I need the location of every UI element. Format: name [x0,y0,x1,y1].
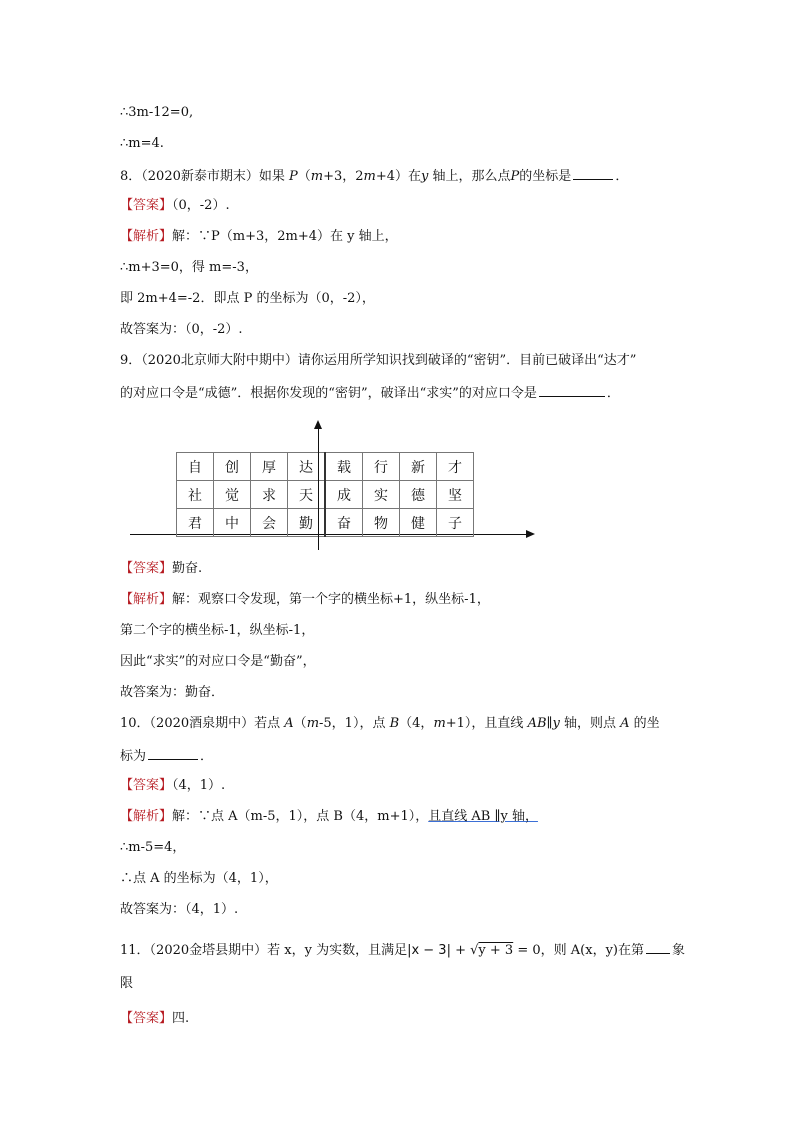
sqrt-expression: y + 3 [478,943,514,958]
grid-cell: 行 [363,453,400,481]
grid-cell: 达 [288,453,326,481]
grid-cell: 健 [400,509,437,537]
grid-cell: 会 [251,509,288,537]
analysis-line: ∴m+3=0，得 m=-3， [120,260,258,275]
answer-10: 【答案】（4，1）. [120,778,226,793]
grid-cell: 君 [177,509,214,537]
analysis-line: ∴m-5=4， [120,840,186,855]
question-10-cont: 标为 ． [120,746,213,766]
character-grid [176,452,474,537]
analysis-line: ∴点 A 的坐标为（4，1）， [120,871,278,886]
abs-expression: |x − 3| [407,943,451,958]
grid-cell: 厚 [251,453,288,481]
grid-cell: 德 [400,481,437,509]
grid-row [177,509,474,537]
answer-blank [573,166,613,180]
y-axis-arrow-icon [314,420,322,429]
grid-cell: 奋 [325,509,363,537]
grid-cell: 才 [437,453,474,481]
grid-cell: 天 [288,481,326,509]
solution-line: ∴m=4. [120,136,164,151]
grid-cell: 觉 [214,481,251,509]
character-grid-figure [130,420,550,555]
answer-11: 【答案】四. [120,1011,190,1026]
grid-row [177,481,474,509]
grid-cell: 实 [363,481,400,509]
answer-blank [148,746,198,760]
grid-cell: 新 [400,453,437,481]
question-9: 9．（2020北京师大附中期中）请你运用所学知识找到破译的“密钥”．目前已破译出“达才” [120,353,637,368]
solution-line: ∴3m-12=0, [120,105,194,120]
grid-row [177,453,474,481]
grid-cell: 求 [251,481,288,509]
x-axis-arrow-icon [526,530,535,538]
question-9-cont: 的对应口令是“成德”．根据你发现的“密钥”，破译出“求实”的对应口令是 ． [120,383,620,403]
grid-cell: 物 [363,509,400,537]
answer-blank [539,383,605,397]
analysis-line: 故答案为：（4，1）. [120,902,239,917]
analysis-line: 故答案为：（0，-2）. [120,322,243,337]
analysis-9: 【解析】解：观察口令发现，第一个字的横坐标+1，纵坐标-1， [120,592,490,607]
analysis-8: 【解析】解：∵P（m+3，2m+4）在 y 轴上， [120,229,398,244]
grid-cell: 创 [214,453,251,481]
analysis-line: 即 2m+4=-2．即点 P 的坐标为（0，-2）， [120,291,375,306]
grid-cell: 自 [177,453,214,481]
question-11: 11．（2020金塔县期中）若 x，y 为实数，且满足|x − 3| + √y + 3 = 0，则 A(x，y)在第 象 [120,940,685,960]
grid-cell: 成 [325,481,363,509]
grid-cell: 子 [437,509,474,537]
answer-blank [646,940,670,954]
grid-cell: 坚 [437,481,474,509]
grid-cell: 载 [325,453,363,481]
grid-cell: 中 [214,509,251,537]
y-axis [318,426,319,550]
question-10: 10．（2020酒泉期中）若点 A（m-5，1），点 B（4，m+1），且直线 AB∥y 轴，则点 A 的坐 [120,716,660,731]
analysis-line: 第二个字的横坐标-1，纵坐标-1， [120,623,315,638]
question-11-cont: 限 [120,976,134,991]
analysis-line: 因此“求实”的对应口令是“勤奋”， [120,654,316,669]
grid-cell: 勤 [288,509,326,537]
analysis-10: 【解析】解：∵点 A（m-5，1），点 B（4，m+1），且直线 AB ∥y 轴， [120,809,538,824]
grid-cell: 社 [177,481,214,509]
analysis-line: 故答案为：勤奋． [120,685,225,700]
answer-8: 【答案】（0，-2）. [120,198,230,213]
answer-9: 【答案】勤奋. [120,561,203,576]
question-8: 8．（2020新泰市期末）如果 P（m+3，2m+4）在y 轴上，那么点P的坐标是 ． [120,166,628,186]
